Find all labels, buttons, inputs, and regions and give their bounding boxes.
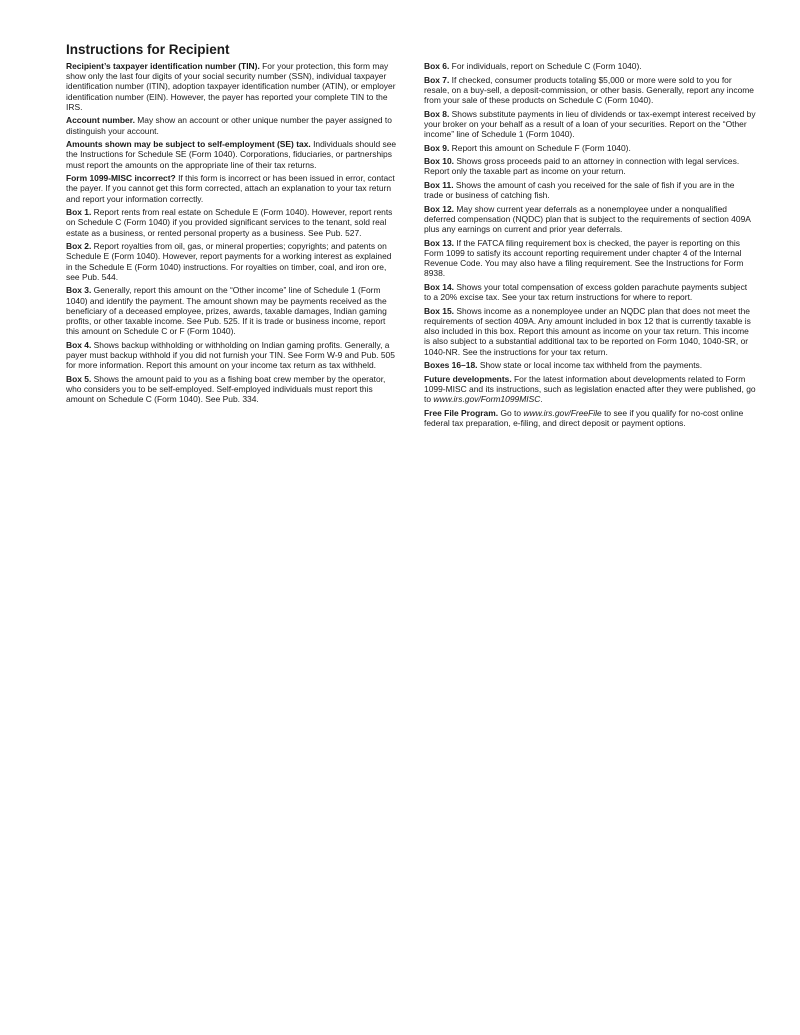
paragraph-text: Report this amount on Schedule F (Form 1040). — [449, 142, 631, 153]
instruction-paragraph — [424, 204, 756, 235]
instruction-paragraph — [66, 139, 398, 170]
instruction-paragraph — [66, 173, 398, 204]
paragraph-text: Shows substitute payments in lieu of dividends or tax-exempt interest received by your broker on your behalf as a result of a loan of your securities. Report on the “Other income” line of Schedule 1 (Form 1040). — [424, 108, 756, 139]
paragraph-text: to see if you qualify for no-cost online federal tax preparation, e-filing, and direct deposit or payment options. — [424, 407, 744, 428]
paragraph-heading: Box 15. — [424, 305, 455, 316]
paragraph-text: Go to — [498, 407, 524, 418]
paragraph-text: For the latest information about developments related to Form 1099-MISC and its instructions, such as legislation enacted after they were published, go to — [424, 373, 756, 405]
instruction-paragraph — [424, 61, 756, 71]
instruction-paragraph — [424, 306, 756, 357]
instruction-paragraph — [424, 360, 756, 370]
paragraph-text: If this form is incorrect or has been issued in error, contact the payer. If you cannot get this form corrected, attach an explanation to your tax return and report your information correctly. — [66, 173, 395, 204]
paragraph-heading: Box 14. — [424, 281, 455, 292]
paragraph-text: Report royalties from oil, gas, or mineral properties; copyrights; and patents on Schedule E (Form 1040). However, report payments for a working interest as explained in the Schedule E (Form 1040) instructions. For royalties on timber, coal, and iron ore, see Pub. 544. — [66, 241, 392, 282]
paragraph-heading: Box 6. — [424, 61, 450, 71]
paragraph-text: Shows income as a nonemployee under an NQDC plan that does not meet the requirements of section 409A. Any amount included in box 12 that is currently taxable is also included in this box. Report this amount as income on your tax return. This income is also subject to a substantial additional tax to be reported on Form 1040, 1040-SR, or 1040-NR. See the instructions for your tax return. — [424, 305, 751, 357]
instruction-paragraph — [424, 374, 756, 405]
instruction-paragraph — [66, 115, 398, 135]
paragraph-text: Shows the amount of cash you received for the sale of fish if you are in the trade or business of catching fish. — [424, 179, 735, 201]
paragraph-heading: Box 12. — [424, 203, 455, 214]
instruction-paragraph — [66, 374, 398, 405]
url-text: www.irs.gov/FreeFile — [523, 407, 602, 418]
paragraph-text: Individuals should see the Instructions for Schedule SE (Form 1040). Corporations, fiduciaries, or partnerships must report the amounts on the appropriate line of their tax returns. — [66, 139, 397, 170]
paragraph-heading: Box 8. — [424, 108, 450, 119]
instruction-paragraph — [424, 238, 756, 279]
paragraph-heading: Box 13. — [424, 237, 455, 248]
paragraph-heading: Form 1099-MISC incorrect? — [66, 173, 176, 184]
paragraph-heading: Future developments. — [424, 373, 512, 384]
paragraph-heading: Box 4. — [66, 339, 92, 350]
paragraph-text: Shows the amount paid to you as a fishing boat crew member by the operator, who considers you to be self-employed. Self-employed individuals must report this amount on Schedule C (Form 1040). See Pub. 334. — [66, 373, 386, 405]
paragraph-heading: Box 10. — [424, 156, 455, 167]
url-text: www.irs.gov/Form1099MISC — [433, 394, 541, 405]
instruction-paragraph — [66, 340, 398, 371]
paragraph-heading: Box 5. — [66, 373, 92, 384]
paragraph-heading: Account number. — [66, 115, 135, 126]
paragraph-text: For your protection, this form may show only the last four digits of your social security number (SSN), individual taxpayer identification number (ITIN), adoption taxpayer identification number (ATIN), or employer identification number (EIN). However, the payer has reported your complete TIN to the IRS. — [66, 61, 396, 112]
paragraph-heading: Free File Program. — [424, 407, 499, 418]
paragraph-heading: Box 2. — [66, 241, 92, 252]
paragraph-text: . — [540, 394, 543, 405]
paragraph-text: Show state or local income tax withheld from the payments. — [477, 360, 703, 371]
paragraph-heading: Boxes 16–18. — [424, 360, 478, 371]
paragraph-text: Report rents from real estate on Schedule E (Form 1040). However, report rents on Schedule C (Form 1040) if you provided significant services to the tenant, sold real estate as a business, or rented personal property as a business. See Pub. 527. — [66, 207, 393, 238]
paragraph-text: Generally, report this amount on the “Other income” line of Schedule 1 (Form 1040) and identify the payment. The amount shown may be payments received as the beneficiary of a deceased employee, prizes, awards, taxable damages, Indian gaming profits, or other taxable income. See Pub. 525. If it is trade or business income, report this amount on Schedule C or F (Form 1040). — [66, 285, 387, 337]
paragraph-text: May show current year deferrals as a nonemployee under a nonqualified deferred compensation (NQDC) plan that is subject to the requirements of section 409A plus any earnings on current and prior year deferrals. — [424, 203, 751, 235]
instruction-paragraph — [424, 408, 756, 428]
paragraph-text: Shows your total compensation of excess golden parachute payments subject to a 20% excise tax. See your tax return instructions for where to report. — [424, 281, 748, 303]
instruction-paragraph — [424, 282, 756, 302]
instruction-paragraph — [424, 75, 756, 106]
paragraph-heading: Box 9. — [424, 142, 450, 153]
instruction-paragraph — [66, 241, 398, 282]
instruction-paragraph — [66, 61, 398, 112]
paragraph-heading: Box 11. — [424, 179, 454, 190]
paragraph-heading: Amounts shown may be subject to self-employment (SE) tax. — [66, 139, 311, 150]
instruction-paragraph — [424, 109, 756, 140]
instruction-paragraph — [424, 156, 756, 176]
paragraph-text: If the FATCA filing requirement box is checked, the payer is reporting on this Form 1099 to satisfy its account reporting requirement under chapter 4 of the Internal Revenue Code. You may also have a filing requirement. See the Instructions for Form 8938. — [424, 237, 744, 279]
paragraph-text: May show an account or other unique number the payer assigned to distinguish your account. — [66, 115, 392, 136]
instruction-paragraph — [424, 143, 756, 153]
paragraph-text: Shows backup withholding or withholding on Indian gaming profits. Generally, a payer must backup withhold if you did not furnish your TIN. See Form W-9 and Pub. 505 for more information. Report this amount on your income tax return as tax withheld. — [66, 339, 395, 371]
paragraph-heading: Box 7. — [424, 74, 450, 85]
page-title: Instructions for Recipient — [66, 42, 230, 57]
paragraph-heading: Box 1. — [66, 207, 92, 218]
right-column — [424, 61, 756, 432]
paragraph-heading: Box 3. — [66, 285, 92, 296]
paragraph-heading: Recipient’s taxpayer identification number (TIN). — [66, 61, 260, 71]
instruction-paragraph — [66, 207, 398, 238]
left-column — [66, 61, 398, 408]
instruction-paragraph — [66, 285, 398, 336]
paragraph-text: If checked, consumer products totaling $5,000 or more were sold to you for resale, on a buy-sell, a deposit-commission, or other basis. Generally, report any income from your sale of these products on Schedule C (Form 1040). — [424, 74, 754, 105]
paragraph-text: For individuals, report on Schedule C (Form 1040). — [449, 61, 642, 71]
paragraph-text: Shows gross proceeds paid to an attorney in connection with legal services. Report only the taxable part as income on your return. — [424, 156, 740, 177]
instruction-paragraph — [424, 180, 756, 200]
